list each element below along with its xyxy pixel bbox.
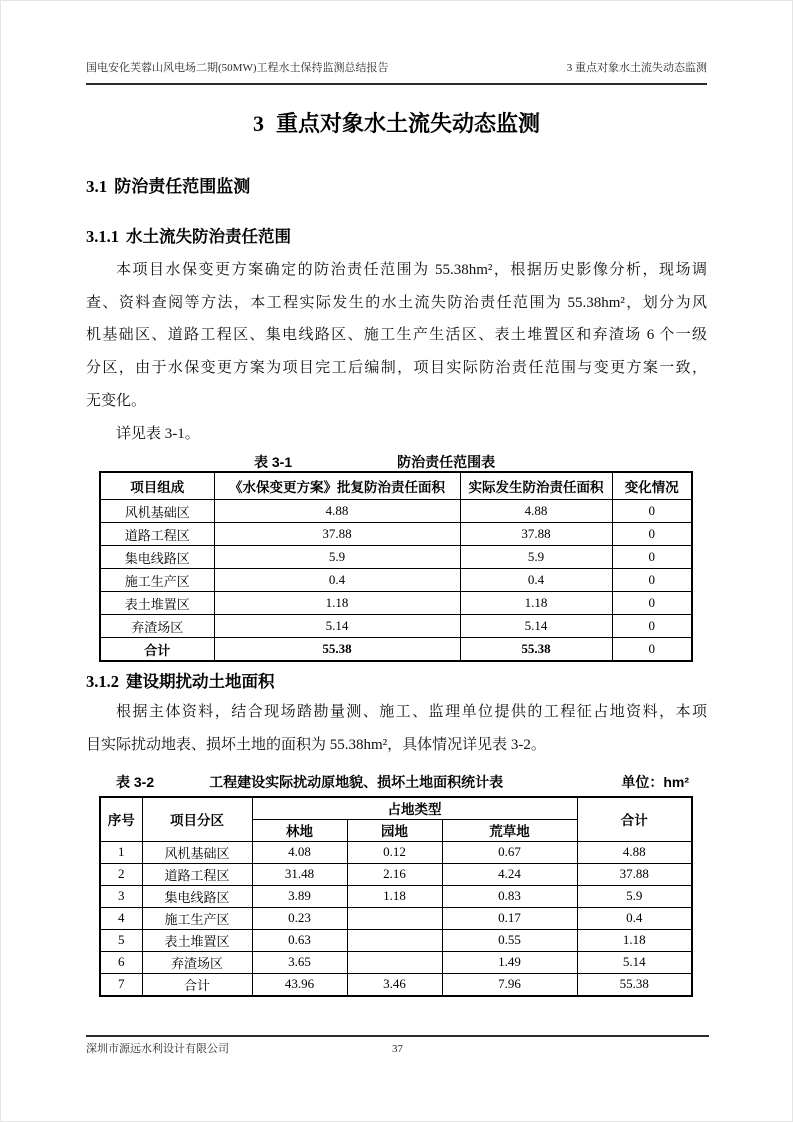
table-cell: 4 [100, 907, 142, 929]
table-cell: 31.48 [252, 863, 347, 885]
table-row [100, 907, 692, 929]
table-cell: 表土堆置区 [142, 929, 252, 951]
table-cell [347, 929, 442, 951]
table-cell: 5.9 [460, 546, 612, 569]
chapter-title-text: 重点对象水土流失动态监测 [275, 111, 540, 136]
table-cell: 5 [100, 929, 142, 951]
table-cell: 道路工程区 [142, 863, 252, 885]
table-row [100, 523, 692, 546]
table-3-1-label: 表 3-1 [254, 454, 293, 471]
table-cell: 0 [612, 615, 692, 638]
table-cell: 3.65 [252, 951, 347, 973]
column-header: 变化情况 [612, 472, 692, 500]
table-cell: 37.88 [214, 523, 460, 546]
table-cell: 7.96 [442, 973, 577, 996]
table-cell: 43.96 [252, 973, 347, 996]
paragraph-line: 分区，由于水保变更方案为项目完工后编制，项目实际防治责任范围与变更方案一致， [86, 360, 707, 377]
table-cell: 道路工程区 [100, 523, 214, 546]
table-header-row [100, 797, 692, 820]
section-3-1-text: 防治责任范围监测 [114, 177, 251, 196]
table-row [100, 569, 692, 592]
page-header [86, 61, 707, 85]
section-3-1-1-number: 3.1.1 [86, 227, 119, 246]
table-cell: 37.88 [460, 523, 612, 546]
table-cell: 4.24 [442, 863, 577, 885]
table-cell: 55.38 [460, 638, 612, 662]
table-cell: 0.55 [442, 929, 577, 951]
chapter-number: 3 [252, 111, 264, 136]
table-cell: 集电线路区 [100, 546, 214, 569]
table-3-2-label: 表 3-2 [116, 773, 155, 790]
table-cell: 37.88 [577, 863, 692, 885]
table-cell: 集电线路区 [142, 885, 252, 907]
table-cell [347, 907, 442, 929]
table-3-2-unit: 单位：hm² [621, 773, 689, 790]
table-cell [347, 951, 442, 973]
table-cell: 0.83 [442, 885, 577, 907]
section-3-1-1-text: 水土流失防治责任范围 [126, 228, 291, 246]
table-cell: 风机基础区 [100, 500, 214, 523]
table-cell: 弃渣场区 [142, 951, 252, 973]
paragraph-line: 根据主体资料，结合现场踏勘量测、施工、监理单位提供的工程征占地资料，本项 [116, 704, 707, 721]
table-cell: 0.4 [460, 569, 612, 592]
table-cell: 2.16 [347, 863, 442, 885]
table-cell: 0.17 [442, 907, 577, 929]
paragraph-line: 无变化。 [86, 392, 147, 409]
table-row [100, 929, 692, 951]
table-cell: 55.38 [214, 638, 460, 662]
table-3-1-title: 防治责任范围表 [397, 454, 496, 471]
table-cell: 0 [612, 638, 692, 662]
table-cell: 3.89 [252, 885, 347, 907]
column-subheader: 林地 [252, 819, 347, 841]
table-cell: 1 [100, 841, 142, 863]
table-cell: 6 [100, 951, 142, 973]
column-header: 项目组成 [100, 472, 214, 500]
column-header: 实际发生防治责任面积 [460, 472, 612, 500]
table-cell: 3 [100, 885, 142, 907]
table-row [100, 841, 692, 863]
table-cell: 合计 [142, 973, 252, 996]
column-header: 序号 [100, 797, 142, 842]
table-row [100, 500, 692, 523]
table-cell: 0.23 [252, 907, 347, 929]
chapter-title [86, 109, 707, 139]
table-cell: 1.18 [460, 592, 612, 615]
table-cell: 0 [612, 546, 692, 569]
page-number: 37 [392, 1043, 403, 1055]
table-cell: 1.18 [577, 929, 692, 951]
table-row [100, 885, 692, 907]
table-cell: 0.63 [252, 929, 347, 951]
table-row [100, 592, 692, 615]
table-cell: 7 [100, 973, 142, 996]
paragraph-line: 查、资料查阅等方法，本工程实际发生的水土流失防治责任范围为 55.38hm²，划分为风 [86, 294, 707, 311]
table-cell: 0 [612, 500, 692, 523]
column-header: 项目分区 [142, 797, 252, 842]
table-cell: 施工生产区 [142, 907, 252, 929]
table-cell: 0 [612, 592, 692, 615]
table-cell: 1.18 [214, 592, 460, 615]
table-row [100, 546, 692, 569]
table-cell: 5.14 [577, 951, 692, 973]
table-cell: 5.14 [214, 615, 460, 638]
table-3-2-caption [86, 773, 707, 791]
table-3-2-title: 工程建设实际扰动原地貌、损坏土地面积统计表 [209, 773, 504, 790]
table-cell: 4.88 [460, 500, 612, 523]
table-cell: 4.88 [214, 500, 460, 523]
table-cell: 施工生产区 [100, 569, 214, 592]
paragraph-line: 机基础区、道路工程区、集电线路区、施工生产生活区、表土堆置区和弃渣场 6 个一级 [86, 327, 707, 344]
table-3-1 [99, 471, 693, 662]
table-3-2 [99, 796, 693, 997]
table-total-row [100, 973, 692, 996]
column-header: 合计 [577, 797, 692, 842]
paragraph-line: 目实际扰动地表、损坏土地的面积为 55.38hm²，具体情况详见表 3-2。 [86, 736, 546, 753]
table-cell: 5.9 [214, 546, 460, 569]
column-subheader: 园地 [347, 819, 442, 841]
table-cell: 0 [612, 569, 692, 592]
table-3-1-caption [86, 453, 707, 471]
table-cell: 合计 [100, 638, 214, 662]
table-cell: 4.08 [252, 841, 347, 863]
table-cell: 2 [100, 863, 142, 885]
table-header-row [100, 472, 692, 500]
table-cell: 5.9 [577, 885, 692, 907]
table-row [100, 951, 692, 973]
section-3-1-2-text: 建设期扰动土地面积 [126, 673, 275, 692]
table-row [100, 615, 692, 638]
table-cell: 0.12 [347, 841, 442, 863]
table-cell: 0.67 [442, 841, 577, 863]
section-3-1-heading [86, 175, 707, 199]
header-right-text: 3 重点对象水土流失动态监测 [566, 62, 707, 74]
paragraph-3-1-1 [86, 254, 707, 418]
table-cell: 表土堆置区 [100, 592, 214, 615]
section-3-1-1-heading [86, 225, 707, 249]
footer-company: 深圳市源远水利设计有限公司 [86, 1043, 229, 1055]
table-cell: 0.4 [577, 907, 692, 929]
table-cell: 1.18 [347, 885, 442, 907]
section-3-1-number: 3.1 [86, 177, 108, 196]
paragraph-line: 本项目水保变更方案确定的防治责任范围为 55.38hm²，根据历史影像分析，现场调 [116, 262, 707, 278]
column-subheader: 荒草地 [442, 819, 577, 841]
column-header: 《水保变更方案》批复防治责任面积 [214, 472, 460, 500]
page-footer [86, 1035, 709, 1056]
section-3-1-2-number: 3.1.2 [86, 672, 119, 692]
table-row [100, 863, 692, 885]
header-left-text: 国电安化芙蓉山风电场二期(50MW)工程水土保持监测总结报告 [86, 62, 389, 74]
table-cell: 5.14 [460, 615, 612, 638]
see-table-note: 详见表 3-1。 [116, 425, 200, 442]
table-cell: 风机基础区 [142, 841, 252, 863]
section-3-1-2-heading [86, 670, 707, 694]
table-cell: 55.38 [577, 973, 692, 996]
paragraph-3-1-2 [86, 696, 707, 761]
table-cell: 3.46 [347, 973, 442, 996]
table-cell: 弃渣场区 [100, 615, 214, 638]
column-group-header: 占地类型 [252, 797, 577, 820]
table-cell: 0 [612, 523, 692, 546]
table-total-row [100, 638, 692, 662]
table-cell: 0.4 [214, 569, 460, 592]
table-cell: 1.49 [442, 951, 577, 973]
table-cell: 4.88 [577, 841, 692, 863]
